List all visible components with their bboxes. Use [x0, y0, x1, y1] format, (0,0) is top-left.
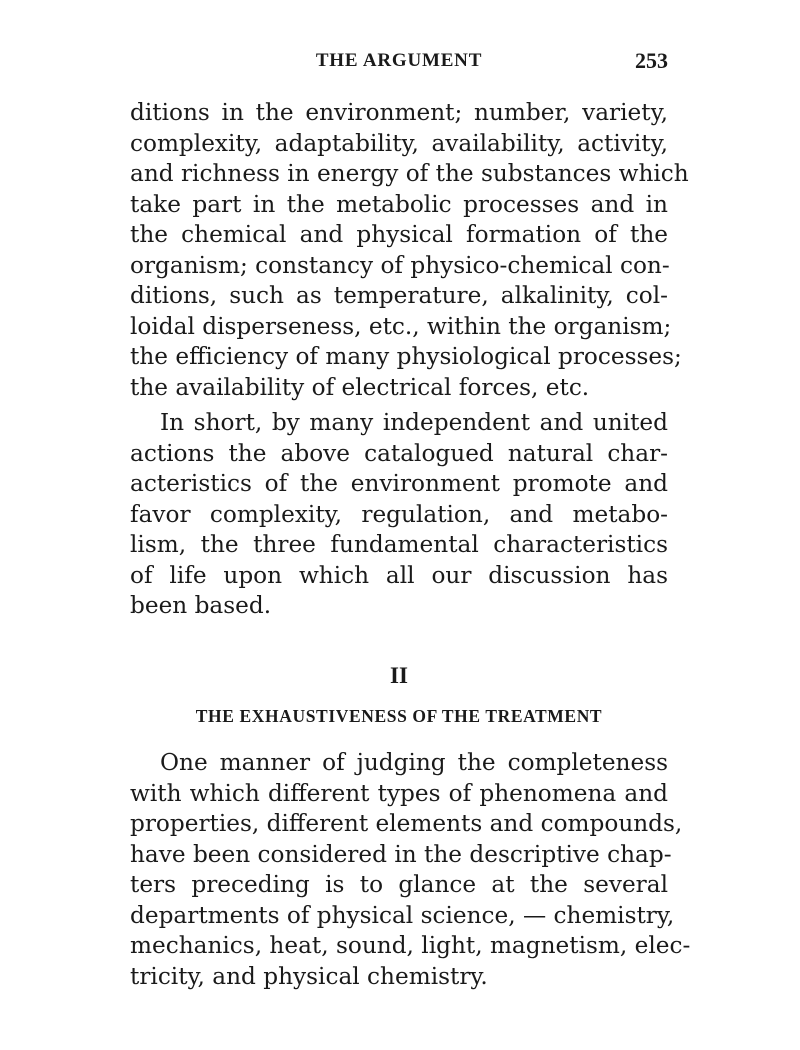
text-line: tricity, and physical chemistry.: [130, 962, 488, 990]
text-line: lism, the three fundamental characteristics: [130, 531, 668, 558]
paragraph-continued: [130, 98, 689, 403]
text-line: departments of physical science, — chemistry,: [130, 901, 675, 929]
running-head: [130, 48, 668, 74]
text-line: organism; constancy of physico-chemical con-: [130, 251, 670, 279]
text-line: complexity, adaptability, availability, activity,: [130, 129, 668, 157]
text-line: the efficiency of many physiological processes;: [130, 343, 682, 370]
text-line: take part in the metabolic processes and in: [130, 190, 668, 218]
text-line: ters preceding is to glance at the several: [130, 871, 668, 898]
text-line: the chemical and physical formation of the: [130, 221, 668, 248]
section-numeral: II: [390, 663, 408, 688]
text-line: have been considered in the descriptive chap-: [130, 840, 672, 868]
text-line: the availability of electrical forces, etc.: [130, 373, 590, 401]
text-line: actions the above catalogued natural char-: [130, 439, 668, 467]
text-line: loidal disperseness, etc., within the organism;: [130, 312, 672, 340]
page-number: 253: [635, 48, 668, 73]
paragraph-summary: [130, 408, 668, 622]
text-line: and richness in energy of the substances which: [130, 160, 689, 187]
text-line: with which different types of phenomena and: [130, 779, 668, 807]
section-heading: THE EXHAUSTIVENESS OF THE TREATMENT: [195, 706, 603, 726]
text-line: In short, by many independent and united: [160, 409, 668, 436]
text-line: ditions, such as temperature, alkalinity, col-: [130, 282, 668, 309]
text-line: One manner of judging the completeness: [160, 749, 668, 776]
text-line: ditions in the environment; number, variety,: [130, 99, 668, 126]
text-line: of life upon which all our discussion has: [130, 561, 668, 589]
running-title: THE ARGUMENT: [315, 50, 483, 71]
text-line: acteristics of the environment promote and: [130, 470, 668, 497]
text-line: favor complexity, regulation, and metabo-: [130, 500, 668, 528]
text-line: properties, different elements and compounds,: [130, 810, 683, 837]
paragraph-section-intro: [130, 748, 691, 992]
text-line: mechanics, heat, sound, light, magnetism, elec-: [130, 932, 691, 959]
text-line: been based.: [130, 592, 272, 619]
